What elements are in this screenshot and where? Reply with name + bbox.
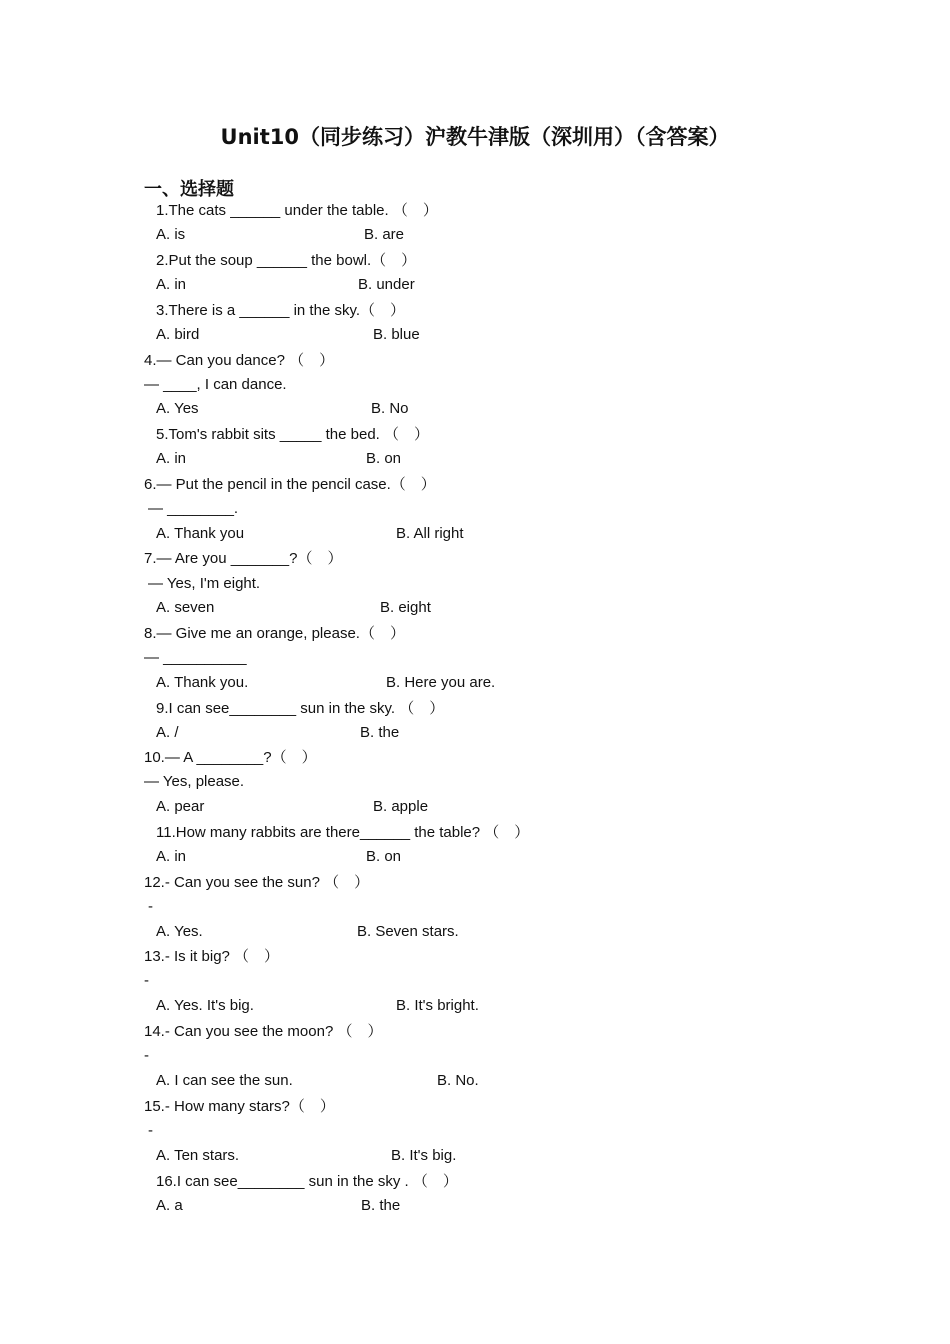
question-10-response: — Yes, please. [144, 773, 245, 790]
option-b-12: B. Seven stars. [357, 923, 459, 940]
question-14-response: - [144, 1047, 149, 1064]
option-a-1: A. is [156, 226, 186, 243]
option-b-2: B. under [358, 276, 415, 293]
question-5: 5.Tom's rabbit sits _____ the bed. （ ） [156, 426, 429, 443]
option-a-15: A. Ten stars. [156, 1147, 240, 1164]
question-6: 6.— Put the pencil in the pencil case.（ ） [144, 476, 436, 493]
option-a-5: A. in [156, 450, 187, 467]
question-13: 13.- Is it big? （ ） [144, 948, 280, 965]
question-4-response: — ____, I can dance. [144, 376, 287, 393]
question-13-response: - [144, 972, 149, 989]
option-b-9: B. the [360, 724, 400, 741]
question-1: 1.The cats ______ under the table. （ ） [156, 202, 438, 219]
question-15: 15.- How many stars?（ ） [144, 1098, 335, 1115]
option-b-10: B. apple [373, 798, 429, 815]
option-b-5: B. on [366, 450, 402, 467]
question-12: 12.- Can you see the sun? （ ） [144, 874, 370, 891]
page-title: Unit10（同步练习）沪教牛津版（深圳用）（含答案） [220, 125, 730, 149]
question-8-response: — __________ [144, 649, 247, 666]
question-10: 10.— A ________?（ ） [144, 749, 317, 766]
question-7-response: — Yes, I'm eight. [148, 575, 261, 592]
question-8: 8.— Give me an orange, please.（ ） [144, 625, 405, 642]
option-a-16: A. a [156, 1197, 183, 1214]
option-b-16: B. the [361, 1197, 401, 1214]
option-b-7: B. eight [380, 599, 431, 616]
question-7: 7.— Are you _______?（ ） [144, 550, 343, 567]
option-a-12: A. Yes. [156, 923, 203, 940]
option-b-8: B. Here you are. [386, 674, 496, 691]
option-b-13: B. It's bright. [396, 997, 479, 1014]
option-a-3: A. bird [156, 326, 200, 343]
option-b-4: B. No [371, 400, 409, 417]
question-6-response: — ________. [148, 500, 239, 517]
option-b-1: B. are [364, 226, 405, 243]
section-heading: 一、选择题 [144, 179, 234, 200]
option-a-10: A. pear [156, 798, 205, 815]
question-12-response: - [148, 898, 153, 915]
question-14: 14.- Can you see the moon? （ ） [144, 1023, 383, 1040]
option-b-14: B. No. [437, 1072, 479, 1089]
option-a-2: A. in [156, 276, 187, 293]
option-a-14: A. I can see the sun. [156, 1072, 293, 1089]
option-a-11: A. in [156, 848, 187, 865]
option-b-6: B. All right [396, 525, 464, 542]
option-a-9: A. / [156, 724, 179, 741]
question-11: 11.How many rabbits are there______ the table? （ ） [156, 824, 530, 841]
question-2: 2.Put the soup ______ the bowl.（ ） [156, 252, 417, 269]
option-a-13: A. Yes. It's big. [156, 997, 254, 1014]
option-a-8: A. Thank you. [156, 674, 249, 691]
question-3: 3.There is a ______ in the sky.（ ） [156, 302, 406, 319]
option-b-15: B. It's big. [391, 1147, 457, 1164]
option-a-6: A. Thank you [156, 525, 245, 542]
question-4: 4.— Can you dance? （ ） [144, 352, 335, 369]
option-a-4: A. Yes [156, 400, 199, 417]
question-16: 16.I can see________ sun in the sky . （ ） [156, 1173, 458, 1190]
option-b-11: B. on [366, 848, 402, 865]
question-9: 9.I can see________ sun in the sky. （ ） [156, 700, 445, 717]
option-a-7: A. seven [156, 599, 215, 616]
option-b-3: B. blue [373, 326, 420, 343]
question-15-response: - [148, 1122, 153, 1139]
